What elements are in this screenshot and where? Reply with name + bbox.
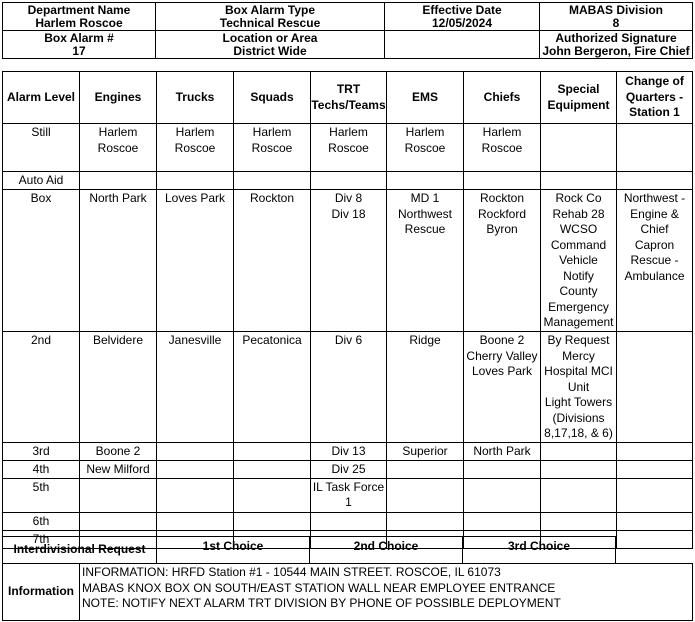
chiefs-cell [464, 332, 541, 443]
information-line: INFORMATION: HRFD Station #1 - 10544 MAIN STREET. ROSCOE, IL 61073 [82, 565, 501, 579]
alarm-level-cell: 3rd [3, 442, 80, 460]
change-cell [617, 332, 693, 443]
special-cell [541, 332, 617, 443]
second-choice-label: 2nd Choice [310, 537, 463, 564]
alarm-row [3, 124, 693, 172]
special-entry: WCSO [559, 222, 598, 236]
alarm-row [3, 460, 693, 478]
change-cell [617, 442, 693, 460]
alarm-body [3, 124, 693, 549]
ems-cell [387, 124, 464, 172]
chiefs-entry: Boone 2 [479, 333, 525, 347]
trt-cell [311, 124, 387, 172]
trucks-cell [157, 442, 234, 460]
alarm-level-cell: Auto Aid [3, 172, 80, 190]
squads-cell [234, 460, 311, 478]
special-entry: Vehicle [559, 253, 598, 267]
trucks-cell [157, 332, 234, 443]
trt-entry: Harlem [329, 125, 368, 139]
mabas-division-label: MABAS Division [568, 3, 663, 17]
alarm-level-cell: Box [3, 190, 80, 332]
trt-cell [311, 442, 387, 460]
special-entry: Emergency [548, 299, 609, 314]
col-header-trt-line: Techs/Teams [311, 97, 386, 112]
chiefs-entry: Byron [486, 222, 518, 236]
special-cell [541, 512, 617, 530]
squads-cell [234, 442, 311, 460]
trt-cell [311, 332, 387, 443]
trt-entry: 1 [345, 495, 352, 509]
alarm-level-cell: 6th [3, 512, 80, 530]
special-entry: 8,17,18, & 6) [544, 426, 613, 440]
col-header-special-equipment [541, 72, 617, 124]
special-cell [541, 172, 617, 190]
squads-cell [234, 124, 311, 172]
special-entry: By Request [547, 333, 610, 347]
box-alarm-number-label: Box Alarm # [44, 31, 114, 45]
chiefs-cell [464, 172, 541, 190]
alarm-row [3, 478, 693, 512]
alarm-level-cell: Still [3, 124, 80, 172]
engines-cell [80, 190, 157, 332]
alarm-level-cell: 7th [3, 530, 80, 548]
chiefs-cell [464, 478, 541, 512]
box-alarm-type-label: Box Alarm Type [224, 3, 316, 17]
department-name-value: Harlem Roscoe [35, 17, 123, 30]
blank-cell [616, 537, 693, 564]
mabas-division-cell [540, 3, 693, 31]
chiefs-cell [464, 190, 541, 332]
change-cell [617, 478, 693, 512]
ems-cell [387, 478, 464, 512]
trucks-entry: Harlem [175, 125, 215, 139]
change-cell [617, 512, 693, 530]
engines-entry: New Milford [86, 461, 150, 476]
trucks-cell [157, 512, 234, 530]
information-line: NOTE: NOTIFY NEXT ALARM TRT DIVISION BY PHONE OF POSSIBLE DEPLOYMENT [82, 596, 561, 610]
trucks-entry: Loves Park [164, 191, 226, 205]
ems-entry: Roscoe [404, 140, 446, 155]
chiefs-cell [464, 442, 541, 460]
ems-cell [387, 332, 464, 443]
trt-cell [311, 460, 387, 478]
ems-entry: Rescue [404, 222, 446, 236]
special-cell [541, 478, 617, 512]
special-entry: Light Towers [544, 395, 613, 409]
special-entry: Management [543, 315, 614, 329]
ems-cell [387, 512, 464, 530]
signature-label: Authorized Signature [555, 31, 677, 45]
interdivisional-request-label: Interdivisional Request [3, 537, 157, 564]
box-alarm-type-cell [156, 3, 385, 31]
col-header-change-of-quarters-line: Change of [625, 74, 684, 89]
squads-cell [234, 172, 311, 190]
chiefs-cell [464, 512, 541, 530]
interdivisional-row [3, 537, 693, 564]
col-header-chiefs: Chiefs [464, 72, 541, 124]
squads-entry: Rockton [249, 191, 295, 205]
trt-entry: IL Task Force [312, 479, 385, 494]
information-row [3, 564, 693, 621]
change-entry: Ambulance [624, 268, 685, 283]
col-header-change-of-quarters-line: Station 1 [629, 105, 680, 120]
trucks-cell [157, 172, 234, 190]
ems-cell [387, 172, 464, 190]
first-choice-label: 1st Choice [157, 537, 310, 564]
engines-cell [80, 332, 157, 443]
alarm-level-cell: 2nd [3, 332, 80, 443]
trucks-cell [157, 478, 234, 512]
change-cell [617, 460, 693, 478]
col-header-change-of-quarters-line: Quarters - [625, 89, 684, 104]
special-entry: Notify [563, 268, 594, 283]
col-header-special-equipment-line: Equipment [547, 97, 610, 112]
change-cell [617, 190, 693, 332]
special-entry: Command [550, 237, 607, 252]
trt-entry: Div 25 [331, 461, 366, 476]
engines-cell [80, 512, 157, 530]
location-label: Location or Area [222, 31, 318, 45]
chiefs-entry: Loves Park [471, 364, 533, 378]
chiefs-entry: Roscoe [481, 140, 523, 155]
squads-cell [234, 512, 311, 530]
change-entry: Capron [634, 237, 675, 252]
engines-entry: Harlem [98, 125, 138, 139]
trt-entry: Div 8 [334, 191, 363, 205]
ems-entry: Northwest [397, 206, 453, 221]
ems-entry: MD 1 [410, 191, 440, 205]
effective-date-label: Effective Date [422, 3, 502, 17]
box-alarm-number-value: 17 [72, 45, 86, 58]
engines-entry: Belvidere [92, 333, 144, 347]
engines-cell [80, 442, 157, 460]
col-header-engines: Engines [80, 72, 157, 124]
alarm-row [3, 190, 693, 332]
empty-header-cell [385, 31, 540, 59]
change-entry: Engine & [630, 206, 679, 221]
special-entry: Hospital MCI [544, 364, 613, 378]
special-cell [541, 124, 617, 172]
ems-entry: Superior [402, 443, 448, 458]
change-cell [617, 124, 693, 172]
trt-cell [311, 172, 387, 190]
engines-cell [80, 460, 157, 478]
alarm-level-cell: 5th [3, 478, 80, 512]
chiefs-entry: Rockton [479, 191, 525, 205]
engines-entry: North Park [89, 191, 147, 205]
alarm-level-cell: 4th [3, 460, 80, 478]
special-entry: Rehab 28 [552, 206, 605, 221]
information-line: MABAS KNOX BOX ON SOUTH/EAST STATION WALL NEAR EMPLOYEE ENTRANCE [82, 580, 556, 595]
special-cell [541, 442, 617, 460]
engines-entry: Boone 2 [95, 443, 141, 458]
trucks-entry: Roscoe [174, 140, 216, 155]
col-header-trucks: Trucks [157, 72, 234, 124]
effective-date-cell [385, 3, 540, 31]
alarm-row [3, 442, 693, 460]
col-header-trt-line: TRT [336, 82, 361, 96]
special-entry: County [559, 284, 598, 298]
trt-entry: Div 13 [331, 443, 366, 458]
col-header-alarm-level: Alarm Level [3, 72, 80, 124]
ems-cell [387, 460, 464, 478]
chiefs-entry: Harlem [482, 125, 522, 139]
squads-entry: Harlem [252, 125, 292, 139]
department-name-label: Department Name [27, 3, 131, 17]
col-header-trt [311, 72, 387, 124]
location-cell [156, 31, 385, 59]
alarm-header-row [3, 72, 693, 124]
special-entry: Unit [567, 379, 590, 394]
signature-value: John Bergeron, Fire Chief [542, 45, 690, 58]
box-alarm-number-cell [3, 31, 156, 59]
trucks-cell [157, 190, 234, 332]
header-table [2, 2, 693, 59]
squads-entry: Pecatonica [242, 333, 302, 347]
alarm-row [3, 332, 693, 443]
ems-cell [387, 442, 464, 460]
alarm-row [3, 512, 693, 530]
trt-cell [311, 478, 387, 512]
squads-cell [234, 332, 311, 443]
change-cell [617, 172, 693, 190]
col-header-change-of-quarters [617, 72, 693, 124]
effective-date-value: 12/05/2024 [431, 17, 493, 30]
chiefs-entry: North Park [473, 443, 531, 458]
trt-entry: Div 18 [331, 206, 366, 221]
engines-cell [80, 172, 157, 190]
engines-entry: Roscoe [97, 140, 139, 155]
chiefs-cell [464, 460, 541, 478]
location-value: District Wide [233, 45, 307, 58]
box-alarm-type-value: Technical Rescue [219, 17, 321, 30]
change-entry: Rescue - [630, 253, 679, 267]
special-entry: Rock Co [555, 191, 602, 205]
trucks-entry: Janesville [168, 333, 222, 347]
chiefs-cell [464, 124, 541, 172]
special-entry: Mercy [562, 348, 595, 363]
change-entry: Northwest - [623, 191, 686, 205]
third-choice-label: 3rd Choice [463, 537, 616, 564]
trt-entry: Div 6 [334, 333, 363, 347]
special-cell [541, 190, 617, 332]
alarm-table [2, 71, 693, 549]
change-entry: Chief [640, 222, 669, 236]
trt-cell [311, 190, 387, 332]
chiefs-entry: Rockford [477, 206, 527, 221]
ems-entry: Ridge [409, 333, 441, 347]
squads-cell [234, 478, 311, 512]
trt-entry: Roscoe [328, 140, 369, 155]
bottom-table [2, 536, 693, 621]
engines-cell [80, 478, 157, 512]
information-label: Information [3, 564, 80, 621]
special-cell [541, 460, 617, 478]
mabas-division-value: 8 [612, 17, 620, 30]
ems-cell [387, 190, 464, 332]
department-name-cell [3, 3, 156, 31]
col-header-squads: Squads [234, 72, 311, 124]
chiefs-entry: Cherry Valley [466, 348, 538, 363]
col-header-ems: EMS [387, 72, 464, 124]
trt-cell [311, 512, 387, 530]
information-text [80, 564, 693, 621]
col-header-special-equipment-line: Special [557, 82, 600, 96]
trucks-cell [157, 124, 234, 172]
squads-entry: Roscoe [251, 140, 293, 155]
special-entry: (Divisions [552, 410, 605, 425]
squads-cell [234, 190, 311, 332]
signature-cell [540, 31, 693, 59]
alarm-row [3, 172, 693, 190]
trucks-cell [157, 460, 234, 478]
engines-cell [80, 124, 157, 172]
ems-entry: Harlem [405, 125, 445, 139]
